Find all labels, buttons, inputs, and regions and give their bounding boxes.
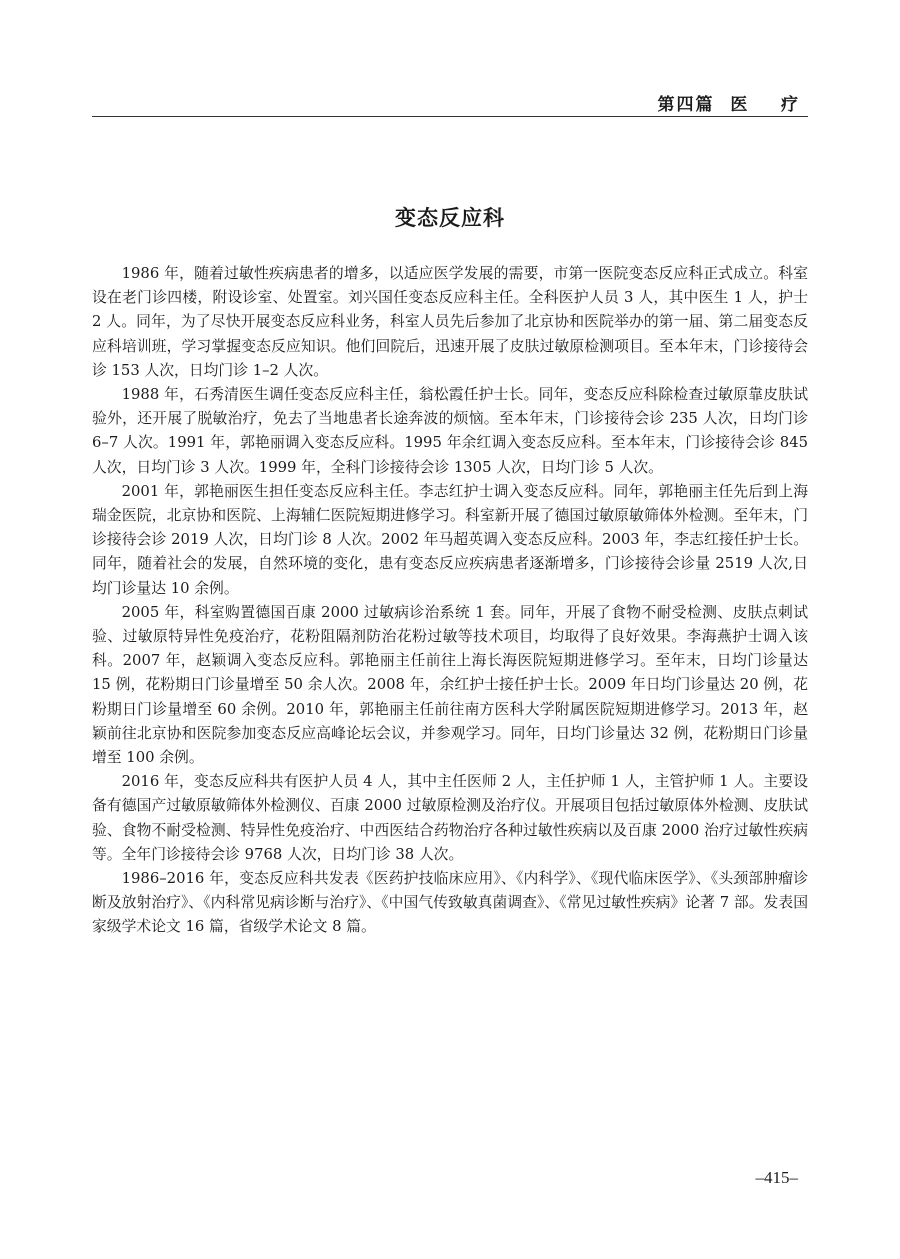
paragraph-1988: 1988 年，石秀清医生调任变态反应科主任，翁松霞任护士长。同年，变态反应科除检查过敏原靠皮肤试验外，还开展了脱敏治疗，免去了当地患者长途奔波的烦恼。至本年末，门诊接待会诊 235 人次，日均门诊 6–7 人次。1991 年，郭艳丽调入变态反应科。1995 年余红调入变态反应科。至本年末，门诊接待会诊 845 人次，日均门诊 3 人次。1999 年，全科门诊接待会诊 1305 人次，日均门诊 5 人次。	[92, 386, 808, 476]
paragraph-publications: 1986–2016 年，变态反应科共发表《医药护技临床应用》、《内科学》、《现代临床医学》、《头颈部肿瘤诊断及放射治疗》、《内科常见病诊断与治疗》、《中国气传致敏真菌调查》、《常见过敏性疾病》论著 7 部。发表国家级学术论文 16 篇，省级学术论文 8 篇。	[92, 870, 808, 936]
section-title: 变态反应科	[395, 206, 505, 231]
page-number: –415–	[755, 1168, 798, 1187]
paragraph-2005: 2005 年，科室购置德国百康 2000 过敏病诊治系统 1 套。同年，开展了食物不耐受检测、皮肤点刺试验、过敏原特异性免疫治疗，花粉阻隔剂防治花粉过敏等技术项目，均取得了良好效果。李海燕护士调入该科。2007 年，赵颖调入变态反应科。郭艳丽主任前往上海长海医院短期进修学习。至年末，日均门诊量达 15 例，花粉期日门诊量增至 50 余人次。2008 年，余红护士接任护士长。2009 年日均门诊量达 20 例，花粉期日门诊量增至 60 余例。2010 年，郭艳丽主任前往南方医科大学附属医院短期进修学习。2013 年，赵颖前往北京协和医院参加变态反应高峰论坛会议，并参观学习。同年，日均门诊量达 32 例，花粉期日门诊量增至 100 余例。	[92, 603, 808, 767]
running-header	[92, 90, 808, 117]
paragraph-1986: 1986 年，随着过敏性疾病患者的增多，以适应医学发展的需要，市第一医院变态反应科正式成立。科室设在老门诊四楼，附设诊室、处置室。刘兴国任变态反应科主任。全科医护人员 3 人，其中医生 1 人，护士 2 人。同年，为了尽快开展变态反应科业务，科室人员先后参加了北京协和医院举办的第一届、第二届变态反应科培训班，学习掌握变态反应知识。他们回院后，迅速开展了皮肤过敏原检测项目。至本年末，门诊接待会诊 153 人次，日均门诊 1–2 人次。	[92, 265, 808, 379]
paragraph-2001: 2001 年，郭艳丽医生担任变态反应科主任。李志红护士调入变态反应科。同年，郭艳丽主任先后到上海瑞金医院，北京协和医院、上海辅仁医院短期进修学习。科室新开展了德国过敏原敏筛体外检测。至年末，门诊接待会诊 2019 人次，日均门诊 8 人次。2002 年马超英调入变态反应科。2003 年，李志红接任护士长。同年，随着社会的发展，自然环境的变化，患有变态反应疾病患者逐渐增多，门诊接待会诊量 2519 人次,日均门诊量达 10 余例。	[92, 482, 808, 597]
article-body	[92, 262, 808, 940]
paragraph-2016: 2016 年，变态反应科共有医护人员 4 人，其中主任医师 2 人，主任护师 1 人，主管护师 1 人。主要设备有德国产过敏原敏筛体外检测仪、百康 2000 过敏原检测及治疗仪。开展项目包括过敏原体外检测、皮肤试验、食物不耐受检测、特异性免疫治疗、中西医结合药物治疗各种过敏性疾病以及百康 2000 治疗过敏性疾病等。全年门诊接待会诊 9768 人次，日均门诊 38 人次。	[92, 773, 808, 863]
running-header-title: 第四篇 医 疗	[657, 95, 800, 115]
